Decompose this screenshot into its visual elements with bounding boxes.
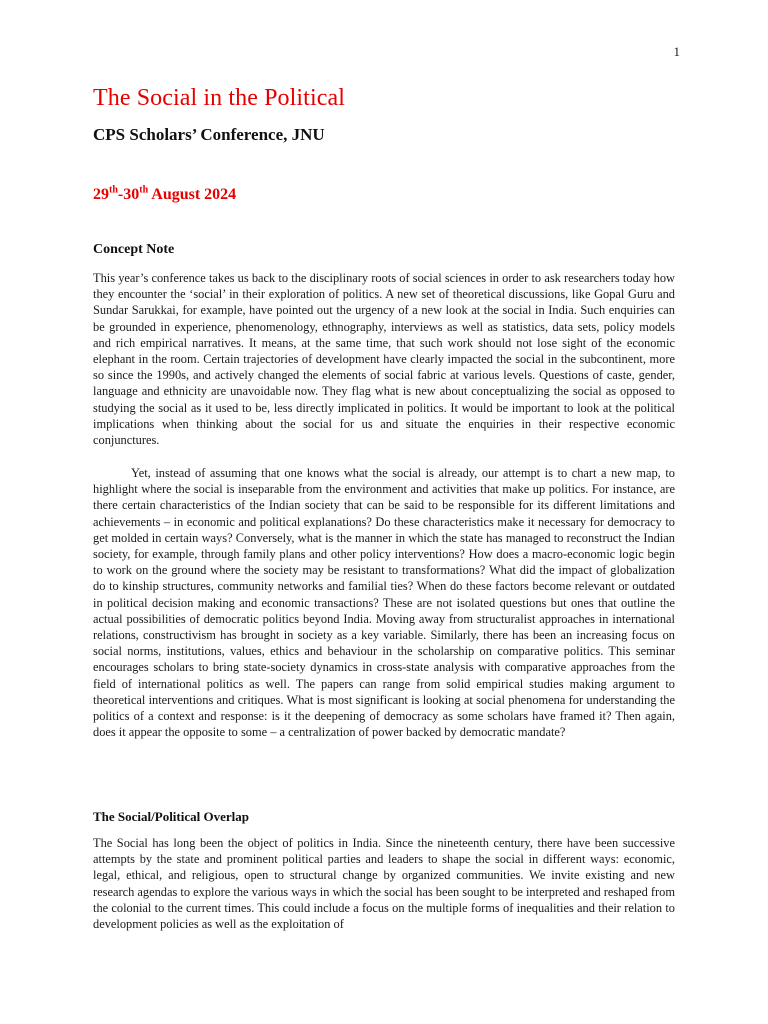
conference-subtitle: CPS Scholars’ Conference, JNU [93, 125, 325, 144]
date-start-suffix: th [109, 184, 118, 196]
overlap-heading: The Social/Political Overlap [93, 809, 249, 824]
page-number: 1 [673, 44, 680, 59]
date-end-suffix: th [139, 184, 149, 196]
date-month-year: August 2024 [148, 186, 237, 203]
concept-note-paragraph-1: This year’s conference takes us back to the disciplinary roots of social sciences in order to ask researchers today how they encounter the ‘social’ in their exploration of politics. A new set of theoretical discussions, like Gopal Guru and Sundar Sarukkai, for example, have pointed out the urgency of a new look at the social in India. Such enquiries can be grounded in experience, phenomenology, ethnography, interviews as well as statistics, data sets, policy models and rich empirical narratives. It means, at the same time, that such work should not lose sight of the economic elephant in the room. Certain trajectories of development have clearly impacted the social in the subcontinent, more so since the 1990s, and actively changed the elements of social fabric at various levels. Questions of caste, gender, language and ethnicity are unavoidable now. They flag what is new about conceptualizing the social as opposed to studying the social as it used to be, less directly implicated in politics. It would be important to look at the political implications when thinking about the social for us and situate the enquiries in their respective economic conjunctures. [93, 271, 675, 448]
concept-note-heading: Concept Note [93, 242, 175, 257]
conference-date [93, 186, 236, 204]
overlap-paragraph-1: The Social has long been the object of politics in India. Since the nineteenth century, there have been successive attempts by the state and prominent political parties and leaders to shape the social in different ways: economic, legal, ethical, and religious, open to structural change by organized communities. We invite existing and new research agendas to explore the various ways in which the social has been sought to be interpreted and reshaped from the colonial to the current times. This could include a focus on the multiple forms of inequalities and their relation to development policies as well as the exploitation of [93, 836, 675, 932]
date-start-day: 29 [93, 186, 109, 203]
concept-note-paragraph-2: Yet, instead of assuming that one knows what the social is already, our attempt is to chart a new map, to highlight where the social is inseparable from the environment and activities that make up politics. For instance, are there certain characteristics of the Indian society that can be said to be responsible for its different limitations and achievements – in economic and political explanations? Do these characteristics make it necessary for democracy to get molded in certain ways? Conversely, what is the manner in which the state has managed to reconstruct the Indian society, for example, through family plans and other policy interventions? How does a macro-economic logic begin to work on the ground where the society may be resistant to transformations? What did the impact of globalization do to kinship structures, community networks and familial ties? When do these factors become relevant or outdated in political decision making and economic transactions? These are not isolated questions but ones that outline the actual possibilities of democratic politics beyond India. Moving away from structuralist approaches in international relations, constructivism has brought in society as a key variable. Similarly, there has been an increasing focus on social norms, institutions, values, ethics and behaviour in the scholarship on comparative politics. This seminar encourages scholars to bring state-society dynamics in cross-state analysis with comparative approaches from the field of international politics as well. The papers can range from solid empirical studies making argument to theoretical interventions and critiques. What is most significant is looking at social phenomena for understanding the politics of a context and response: is it the deepening of democracy as some scholars have framed it? Then again, does it appear the opposite to some – a centralization of power backed by democratic mandate? [93, 466, 675, 740]
document-title: The Social in the Political [93, 85, 345, 111]
date-separator: -30 [117, 186, 140, 203]
